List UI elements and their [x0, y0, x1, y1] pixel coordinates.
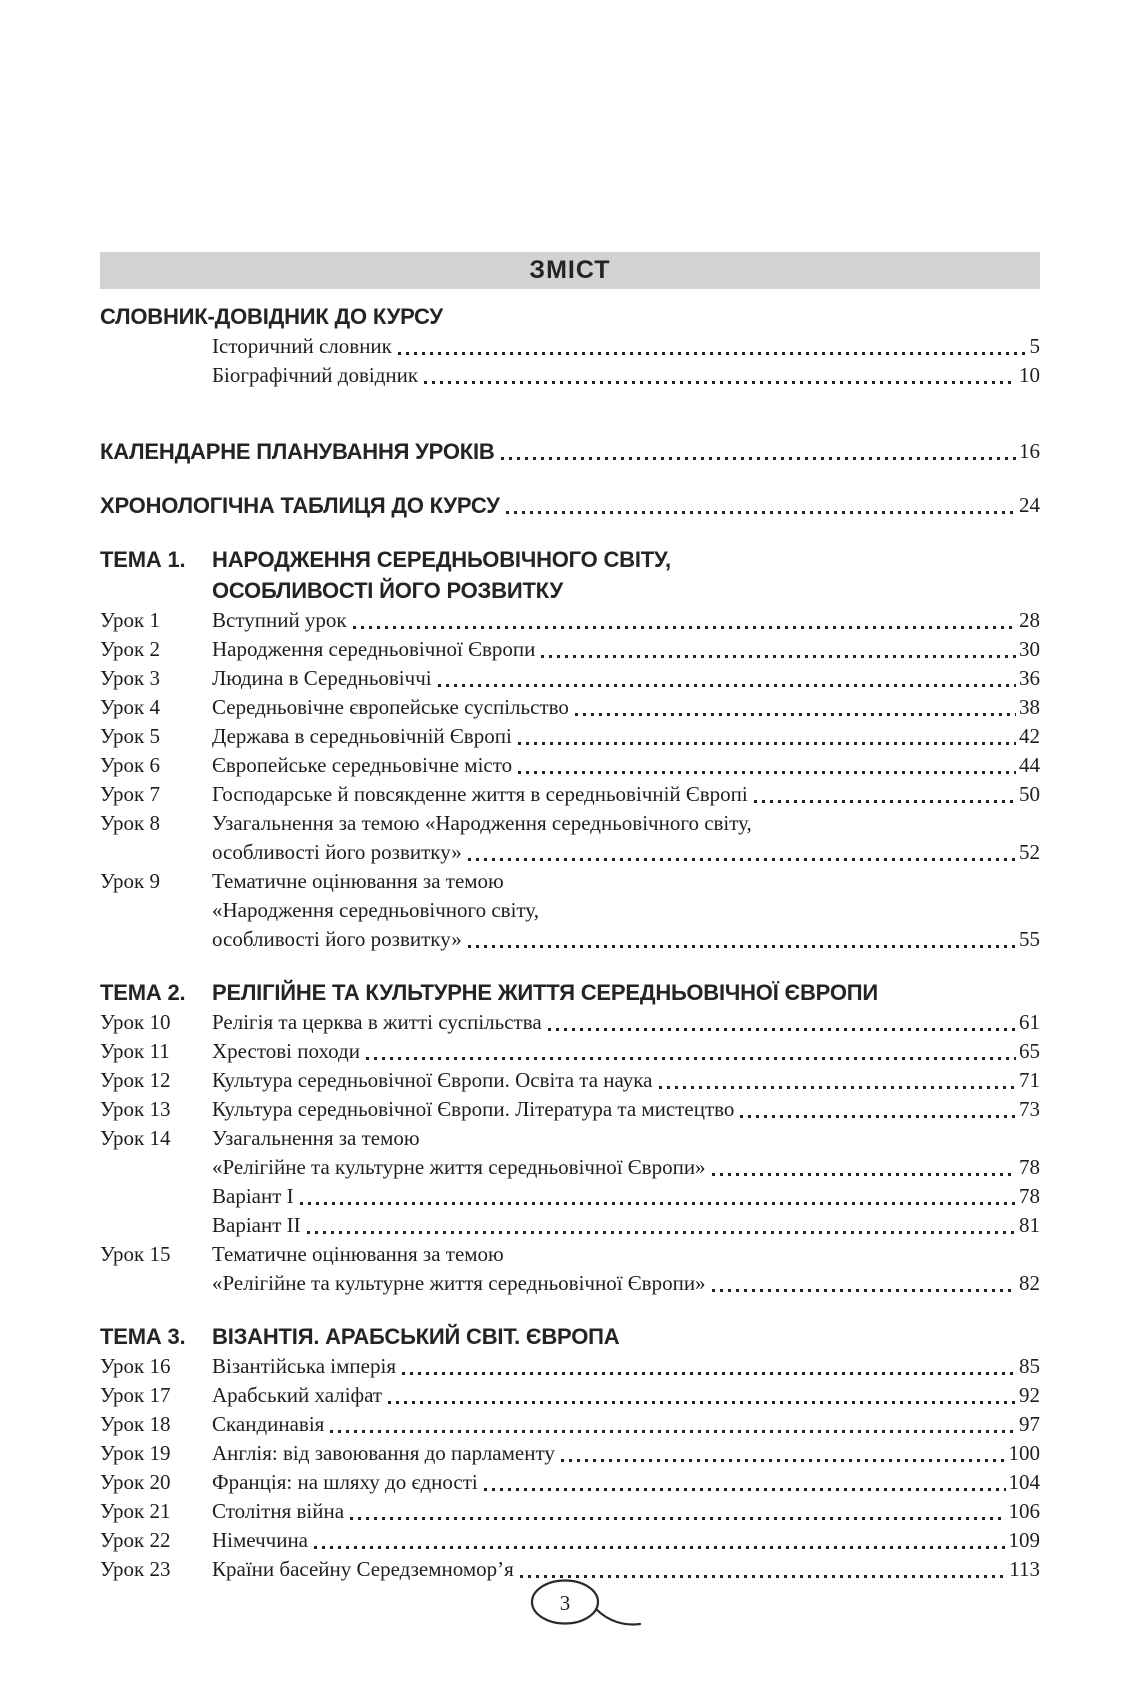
dot-leader — [575, 693, 1016, 722]
toc-entry-row — [100, 1439, 1040, 1468]
section-heading-line: НАРОДЖЕННЯ СЕРЕДНЬОВІЧНОГО СВІТУ, — [212, 547, 671, 572]
entry-label — [100, 1211, 212, 1240]
footer-page-number: 3 — [559, 1591, 571, 1615]
dot-leader — [314, 1526, 1005, 1555]
entry-label: Урок 13 — [100, 1097, 171, 1121]
toc-entry-row — [100, 1526, 1040, 1555]
entry-title: Англія: від завоювання до парламенту — [212, 1441, 555, 1465]
page-number: 10 — [1019, 363, 1040, 387]
page-number: 113 — [1009, 1557, 1040, 1581]
entry-title: Столітня війна — [212, 1499, 345, 1523]
entry-label: Урок 8 — [100, 811, 160, 835]
section-heading-line: ОСОБЛИВОСТІ ЙОГО РОЗВИТКУ — [212, 578, 563, 603]
toc-entry-row — [100, 925, 1040, 954]
dot-leader — [468, 925, 1016, 954]
entry-label: Урок 9 — [100, 869, 160, 893]
dot-leader — [353, 606, 1016, 635]
entry-title: Культура середньовічної Європи. Освіта та наука — [212, 1068, 653, 1092]
page-number: 78 — [1019, 1155, 1040, 1179]
dot-leader — [740, 1095, 1016, 1124]
entry-title: Середньовічне європейське суспільство — [212, 695, 569, 719]
toc-entry-row — [100, 1468, 1040, 1497]
dot-leader — [484, 1468, 1006, 1497]
toc-entry-row — [100, 896, 1040, 925]
dot-leader — [307, 1211, 1016, 1240]
page-number: 50 — [1019, 782, 1040, 806]
page-number-ornament — [527, 1577, 657, 1633]
page-number: 55 — [1019, 927, 1040, 951]
table-of-contents — [100, 301, 1040, 1584]
entry-title: Народження середньовічної Європи — [212, 637, 536, 661]
entry-title: Тематичне оцінювання за темою — [212, 869, 504, 893]
toc-entry-row — [100, 1008, 1040, 1037]
page-number: 71 — [1019, 1068, 1040, 1092]
toc-content — [100, 252, 1040, 1584]
toc-entry-row — [100, 780, 1040, 809]
toc-entry-row — [100, 361, 1040, 390]
dot-leader — [388, 1381, 1016, 1410]
entry-label — [100, 896, 212, 925]
dot-leader — [468, 838, 1016, 867]
entry-label: Урок 5 — [100, 724, 160, 748]
toc-entry-row — [100, 1497, 1040, 1526]
entry-title: Господарське й повсякденне життя в середньовічній Європі — [212, 782, 748, 806]
toc-entry-row — [100, 1037, 1040, 1066]
entry-label — [100, 838, 212, 867]
toc-section — [100, 544, 1040, 954]
toc-entry-row — [100, 809, 1040, 838]
entry-title: особливості його розвитку» — [212, 927, 462, 951]
entry-title: Людина в Середньовіччі — [212, 666, 432, 690]
dot-leader — [518, 751, 1016, 780]
entry-label: Урок 7 — [100, 782, 160, 806]
toc-section — [100, 977, 1040, 1298]
page-number: 85 — [1019, 1354, 1040, 1378]
toc-entry-row — [100, 606, 1040, 635]
page-number: 82 — [1019, 1271, 1040, 1295]
entry-title: Європейське середньовічне місто — [212, 753, 513, 777]
section-heading-text: СЛОВНИК-ДОВІДНИК ДО КУРСУ — [100, 304, 443, 329]
toc-entry-row — [100, 838, 1040, 867]
page-number: 104 — [1008, 1470, 1040, 1494]
entry-label — [100, 1182, 212, 1211]
entry-label — [100, 1153, 212, 1182]
entry-label: Урок 21 — [100, 1499, 171, 1523]
page-number: 36 — [1019, 666, 1040, 690]
entry-label — [100, 361, 212, 390]
entry-label — [100, 1269, 212, 1298]
page-number: 106 — [1008, 1499, 1040, 1523]
toc-entry-row — [100, 1182, 1040, 1211]
page-number: 44 — [1019, 753, 1040, 777]
page-number: 28 — [1019, 608, 1040, 632]
page-number: 24 — [1019, 493, 1040, 517]
entry-title: Франція: на шляху до єдності — [212, 1470, 478, 1494]
dot-leader — [561, 1439, 1006, 1468]
section-heading-row — [100, 490, 1040, 521]
entry-title: особливості його розвитку» — [212, 840, 462, 864]
section-label: ТЕМА 3. — [100, 1324, 186, 1349]
entry-title: Історичний словник — [212, 334, 392, 358]
entry-title: «Релігійне та культурне життя середньовічної Європи» — [212, 1155, 706, 1179]
entry-label: Урок 22 — [100, 1528, 171, 1552]
entry-label: Урок 10 — [100, 1010, 171, 1034]
dot-leader — [398, 332, 1027, 361]
toc-section — [100, 301, 1040, 390]
entry-title: Тематичне оцінювання за темою — [212, 1242, 504, 1266]
page-number: 92 — [1019, 1383, 1040, 1407]
entry-label: Урок 17 — [100, 1383, 171, 1407]
section-heading-lines — [212, 1321, 619, 1352]
section-heading-lines — [212, 544, 671, 606]
page-number: 65 — [1019, 1039, 1040, 1063]
entry-label: Урок 11 — [100, 1039, 170, 1063]
page-number: 100 — [1008, 1441, 1040, 1465]
entry-label: Урок 6 — [100, 753, 160, 777]
entry-title: Узагальнення за темою — [212, 1126, 420, 1150]
toc-section — [100, 1321, 1040, 1584]
toc-entry-row — [100, 867, 1040, 896]
section-heading-text: КАЛЕНДАРНЕ ПЛАНУВАННЯ УРОКІВ — [100, 439, 495, 464]
toc-entry-row — [100, 1352, 1040, 1381]
page-number: 97 — [1019, 1412, 1040, 1436]
toc-section — [100, 436, 1040, 467]
entry-title: «Релігійне та культурне життя середньовічної Європи» — [212, 1271, 706, 1295]
toc-entry-row — [100, 1095, 1040, 1124]
section-heading-row — [100, 1321, 1040, 1352]
dot-leader — [548, 1008, 1016, 1037]
toc-entry-row — [100, 722, 1040, 751]
dot-leader — [366, 1037, 1016, 1066]
entry-label: Урок 16 — [100, 1354, 171, 1378]
entry-label: Урок 14 — [100, 1126, 171, 1150]
section-heading-text: ХРОНОЛОГІЧНА ТАБЛИЦЯ ДО КУРСУ — [100, 493, 500, 518]
page-title: ЗМІСТ — [529, 256, 611, 284]
section-heading-row — [100, 544, 1040, 606]
entry-label: Урок 23 — [100, 1557, 171, 1581]
page-number: 52 — [1019, 840, 1040, 864]
entry-title: Біографічний довідник — [212, 363, 419, 387]
page-number: 30 — [1019, 637, 1040, 661]
entry-title: Варіант I — [212, 1184, 294, 1208]
entry-label: Урок 4 — [100, 695, 160, 719]
page-number: 16 — [1019, 439, 1040, 463]
entry-label: Урок 19 — [100, 1441, 171, 1465]
section-label: ТЕМА 1. — [100, 547, 186, 572]
page-number: 61 — [1019, 1010, 1040, 1034]
entry-label: Урок 12 — [100, 1068, 171, 1092]
dot-leader — [501, 436, 1016, 467]
entry-title: Німеччина — [212, 1528, 309, 1552]
entry-title: Хрестові походи — [212, 1039, 360, 1063]
entry-label: Урок 1 — [100, 608, 160, 632]
dot-leader — [518, 722, 1016, 751]
dot-leader — [712, 1269, 1016, 1298]
entry-label: Урок 15 — [100, 1242, 171, 1266]
entry-label — [100, 925, 212, 954]
toc-entry-row — [100, 1381, 1040, 1410]
toc-section — [100, 490, 1040, 521]
dot-leader — [402, 1352, 1016, 1381]
entry-title: Культура середньовічної Європи. Література та мистецтво — [212, 1097, 735, 1121]
section-heading-lines — [212, 977, 878, 1008]
toc-entry-row — [100, 751, 1040, 780]
oval-tail — [596, 1609, 640, 1624]
toc-header-bar — [100, 252, 1040, 289]
dot-leader — [300, 1182, 1016, 1211]
dot-leader — [659, 1066, 1016, 1095]
section-heading-row — [100, 436, 1040, 467]
section-label: ТЕМА 2. — [100, 980, 186, 1005]
toc-entry-row — [100, 1153, 1040, 1182]
entry-title: Арабський халіфат — [212, 1383, 383, 1407]
dot-leader — [330, 1410, 1016, 1439]
dot-leader — [350, 1497, 1005, 1526]
dot-leader — [438, 664, 1016, 693]
entry-title: Узагальнення за темою «Народження середньовічного світу, — [212, 811, 752, 835]
dot-leader — [754, 780, 1016, 809]
toc-entry-row — [100, 1269, 1040, 1298]
entry-title: Релігія та церква в житті суспільства — [212, 1010, 542, 1034]
toc-entry-row — [100, 1240, 1040, 1269]
entry-title: Візантійська імперія — [212, 1354, 396, 1378]
toc-entry-row — [100, 1410, 1040, 1439]
toc-entry-row — [100, 1124, 1040, 1153]
dot-leader — [712, 1153, 1016, 1182]
toc-entry-row — [100, 332, 1040, 361]
entry-title: Варіант II — [212, 1213, 301, 1237]
section-heading-line: РЕЛІГІЙНЕ ТА КУЛЬТУРНЕ ЖИТТЯ СЕРЕДНЬОВІЧНОЇ ЄВРОПИ — [212, 980, 878, 1005]
section-heading-row — [100, 977, 1040, 1008]
entry-title: Скандинавія — [212, 1412, 325, 1436]
dot-leader — [541, 635, 1016, 664]
toc-entry-row — [100, 1211, 1040, 1240]
section-heading-row — [100, 301, 1040, 332]
entry-label — [100, 332, 212, 361]
entry-title: Держава в середньовічній Європі — [212, 724, 512, 748]
page-number: 73 — [1019, 1097, 1040, 1121]
entry-label: Урок 3 — [100, 666, 160, 690]
entry-label: Урок 20 — [100, 1470, 171, 1494]
section-heading-line: ВІЗАНТІЯ. АРАБСЬКИЙ СВІТ. ЄВРОПА — [212, 1324, 620, 1349]
toc-entry-row — [100, 635, 1040, 664]
page-number: 81 — [1019, 1213, 1040, 1237]
dot-leader — [424, 361, 1016, 390]
entry-title: Країни басейну Середземномор’я — [212, 1557, 514, 1581]
entry-title: «Народження середньовічного світу, — [212, 898, 539, 922]
entry-label: Урок 2 — [100, 637, 160, 661]
entry-label: Урок 18 — [100, 1412, 171, 1436]
toc-entry-row — [100, 693, 1040, 722]
page-number: 5 — [1029, 334, 1040, 358]
toc-entry-row — [100, 664, 1040, 693]
entry-title: Вступний урок — [212, 608, 347, 632]
dot-leader — [506, 490, 1016, 521]
page-number: 109 — [1008, 1528, 1040, 1552]
page-number: 78 — [1019, 1184, 1040, 1208]
page-number: 38 — [1019, 695, 1040, 719]
page-number: 42 — [1019, 724, 1040, 748]
toc-entry-row — [100, 1066, 1040, 1095]
